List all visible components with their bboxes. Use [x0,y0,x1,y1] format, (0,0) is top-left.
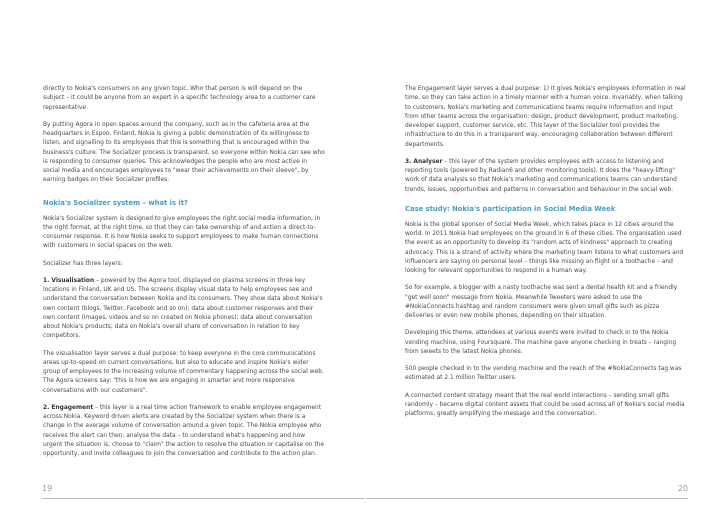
right-page-number: 20 [677,484,688,493]
analyser-paragraph [405,158,687,195]
right-column [405,85,687,427]
engagement-text: – this layer is a real time action framework to enable employee engagement across Nokia. Keyword driven alerts are created by the Socializer system when there is a change in the average volume of conversation around a given topic. The Nokia employee who receives the alert can then: analyse the data – to understand what's happening and how urgent the situation is; choose to "claim" the action to resolve the situation or capitalise on the opportunity, and invite colleagues to join the conversation and contribute to the action plan. [43,404,324,457]
case-study-heading: Case study: Nokia's participation in Social Media Week [405,204,616,213]
visualisation-paragraph [43,277,325,342]
left-paragraph-2: By putting Agora in open spaces around the company, such as in the cafeteria area at the headquarters in Espoo, Finland, Nokia is giving a public demonstration of its willingness to listen, and signalling to its employees that this is something that is encouraged within the business's culture. The Socializer process is transparent, so everyone within Nokia can see who is responding to consumer queries. This acknowledges the people who are most active in social media and encourages employees to "wear their achievements on their sleeve", by earning badges on their Socializer profiles. [43,121,325,184]
right-paragraph-5: Developing this theme, attendees at various events were invited to check in to the Nokia vending machine, using Foursquare. The machine gave anyone checking in treats – ranging from sweets to the latest Nokia phones. [405,330,677,355]
engagement-lead: 2. Engagement [43,404,94,411]
right-paragraph-6: 500 people checked in to the vending machine and the reach of the #NokiaConnects tag was estimated at 2.1 million Twitter users. [405,366,682,382]
left-paragraph-4: Socializer has three layers: [43,260,123,267]
right-footer-rule [366,498,688,499]
right-paragraph-7: A connected content strategy meant that the real world interactions – sending small gifts randomly – became digital content assets that could be used across all of Nokia's social media platforms, greatly amplifying the message and the conversation. [405,392,685,417]
right-paragraph-1: The Engagement layer serves a dual purpose: 1) it gives Nokia's employees information in real time, so they can take action in a timely manner with a human voice. Invariably, when talking to customers, Nokia's marketing and communications teams require information and input from other teams across the organisation: design, product development, product marketing, developer support, customer service, etc. This layer of the Socializer tool provides the infrastructure to do this in a transparent way, encouraging collaboration between different departments. [405,86,686,148]
left-footer-rule [42,498,364,499]
right-paragraph-4: So for example, a blogger with a nasty toothache was sent a dental health kit and a friendly "get well soon" message from Nokia. Meanwhile Tweeters were asked to use the #NokiaConnects hashtag and random consumers were given small gifts such as pizza deliveries or even new mobile phones, depending on their situation. [405,285,678,319]
left-paragraph-3: Nokia's Socializer system is designed to give employees the right social media information, in the right format, at the right time, so that they can take ownership of and action a direct-to-consumer response. It is how Nokia seeks to support employees to make human connections with customers in social spaces on the web. [43,215,321,250]
left-paragraph-1: directly to Nokia's consumers on any given topic. Who that person is will depend on the subject – it could be anyone from an expert in a specific technology area to a customer care representative. [43,86,316,111]
visualisation-text: – powered by the Agora tool, displayed on plasma screens in three key locations in Finland, UK and US. The screens display visual data to help employees see and understand the conversation between Nokia and its consumers. They show data about Nokia's own content (blogs, Twitter, Facebook and so on); data about customer responses and their own content (images, videos and so on created on Nokia phones); data about conversation about Nokia's products; data on Nokia's overall share of conversation in relation to key competitors. [43,277,323,340]
left-paragraph-6: The visualisation layer serves a dual purpose: to keep everyone in the core communications areas up-to-speed on current conversations, but also to educate and inspire Nokia's wider group of employees to the increasing volume of commentary happening across the social web. The Agora screens say: "this is how we are engaging in smarter and more responsive conversations with our customers". [43,350,324,394]
visualisation-lead: 1. Visualisation [43,277,95,284]
engagement-paragraph [43,404,325,460]
right-paragraph-3: Nokia is the global sponsor of Social Media Week, which takes place in 12 cities around the world. In 2011 Nokia had employees on the ground in 6 of these cities. The organisation used the event as an opportunity to develop its "random acts of kindness" approach to creating advocacy. This is a strand of activity where the marketing team listens to what customers and influencers are saying on personal level – things like missing an flight or a toothache – and looking for relevant opportunities to respond in a human way. [405,221,684,274]
analyser-lead: 3. Analyser [405,158,443,165]
analyser-text: – this layer of the system provides employees with access to listening and reporting tools (powered by Radian6 and other monitoring tools). It does the "heavy-lifting" work of data analysis so that Nokia's marketing and communications teams can understand trends, issues, opportunities and patterns in conversation and behaviour in the social web. [405,158,677,193]
left-column [43,85,325,467]
socializer-heading: Nokia's Socializer system – what is it? [43,198,188,207]
left-page-number: 19 [42,484,53,493]
